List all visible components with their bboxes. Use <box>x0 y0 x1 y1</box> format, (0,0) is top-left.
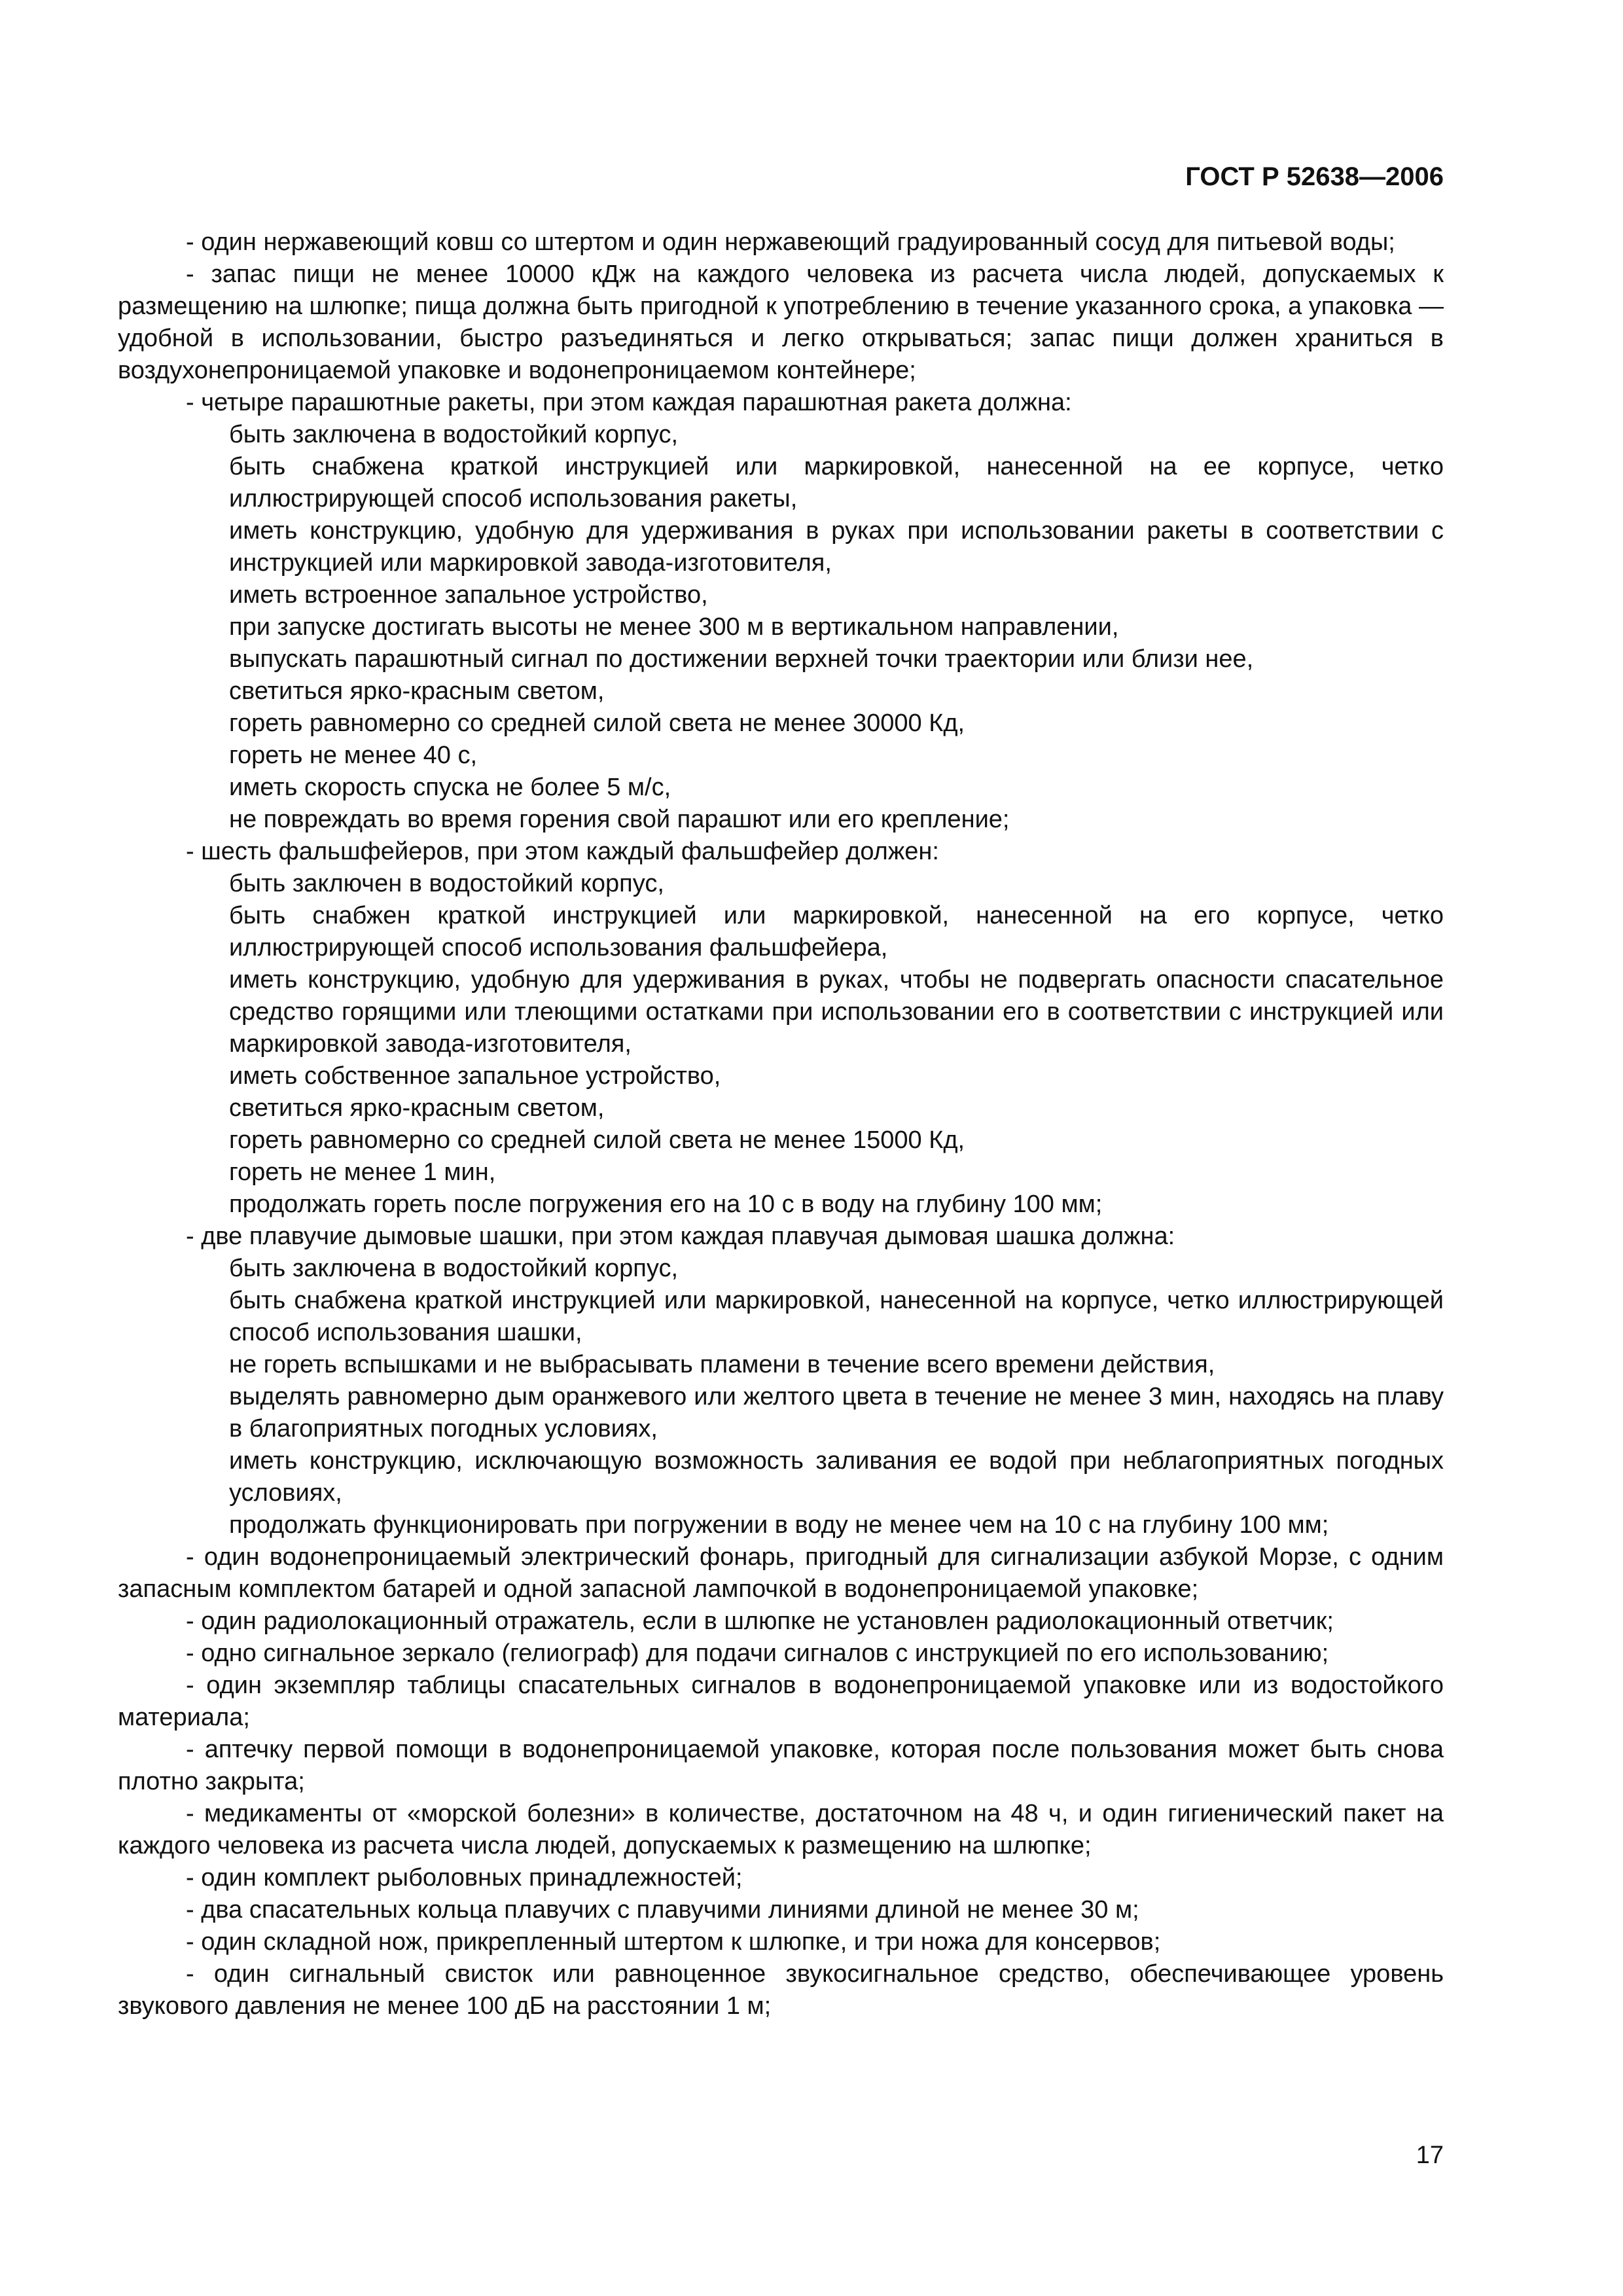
document-body <box>118 226 1444 2022</box>
list-item: - шесть фальшфейеров, при этом каждый фальшфейер должен: <box>186 838 939 865</box>
list-item: - один комплект рыболовных принадлежностей; <box>186 1864 743 1892</box>
sub-list-item: не гореть вспышками и не выбрасывать пламени в течение всего времени действия, <box>229 1351 1215 1378</box>
list-item: - один водонепроницаемый электрический фонарь, пригодный для сигнализации азбукой Морзе, с одним запасным комплектом батарей и одной запасной лампочкой в водонепроницаемой упаковке; <box>118 1543 1444 1603</box>
sub-list-item: гореть не менее 1 мин, <box>229 1158 496 1186</box>
sub-list-item: быть заключен в водостойкий корпус, <box>229 870 664 897</box>
sub-list-item: иметь конструкцию, удобную для удерживания в руках при использовании ракеты в соответствии с инструкцией или маркировкой завода-изготовителя, <box>229 517 1444 577</box>
sub-list-item: выпускать парашютный сигнал по достижении верхней точки траектории или близи нее, <box>229 645 1254 673</box>
sub-list-item: быть снабжен краткой инструкцией или маркировкой, нанесенной на его корпусе, четко иллюстрирующей способ использования фальшфейера, <box>229 902 1444 961</box>
sub-list-item: быть заключена в водостойкий корпус, <box>229 1255 679 1282</box>
sub-list-item: гореть равномерно со средней силой света не менее 15000 Кд, <box>229 1126 965 1154</box>
sub-list-item: быть снабжена краткой инструкцией или маркировкой, нанесенной на корпусе, четко иллюстрирующей способ использования шашки, <box>229 1287 1444 1346</box>
sub-list-item: выделять равномерно дым оранжевого или желтого цвета в течение не менее 3 мин, находясь на плаву в благоприятных погодных условиях, <box>229 1383 1444 1443</box>
list-item: - четыре парашютные ракеты, при этом каждая парашютная ракета должна: <box>186 389 1072 416</box>
list-item: - два спасательных кольца плавучих с плавучими линиями длиной не менее 30 м; <box>186 1896 1139 1924</box>
list-item: - одно сигнальное зеркало (гелиограф) для подачи сигналов с инструкцией по его использованию; <box>186 1640 1329 1667</box>
list-item: - один сигнальный свисток или равноценное звукосигнальное средство, обеспечивающее уровень звукового давления не менее 100 дБ на расстоянии 1 м; <box>118 1960 1444 2020</box>
sub-list-item: быть снабжена краткой инструкцией или маркировкой, нанесенной на ее корпусе, четко иллюстрирующей способ использования ракеты, <box>229 453 1444 512</box>
list-item: - один радиолокационный отражатель, если в шлюпке не установлен радиолокационный ответчик; <box>186 1607 1334 1635</box>
document-code: ГОСТ Р 52638—2006 <box>1185 162 1444 191</box>
sub-list-item: иметь конструкцию, исключающую возможность заливания ее водой при неблагоприятных погодных условиях, <box>229 1447 1444 1507</box>
list-item: - две плавучие дымовые шашки, при этом каждая плавучая дымовая шашка должна: <box>186 1223 1175 1250</box>
list-item: - один экземпляр таблицы спасательных сигналов в водонепроницаемой упаковке или из водостойкого материала; <box>118 1672 1444 1731</box>
list-item: - один нержавеющий ковш со штертом и один нержавеющий градуированный сосуд для питьевой воды; <box>186 228 1395 256</box>
sub-list-item: при запуске достигать высоты не менее 300 м в вертикальном направлении, <box>229 613 1119 641</box>
sub-list-item: не повреждать во время горения свой парашют или его крепление; <box>229 806 1010 833</box>
sub-list-item: гореть равномерно со средней силой света не менее 30000 Кд, <box>229 709 965 737</box>
sub-list-item: иметь скорость спуска не более 5 м/с, <box>229 774 671 801</box>
page-number: 17 <box>1416 2142 1444 2169</box>
list-item: - один складной нож, прикрепленный штертом к шлюпке, и три ножа для консервов; <box>186 1928 1161 1956</box>
sub-list-item: светиться ярко-красным светом, <box>229 1094 605 1122</box>
sub-list-item: гореть не менее 40 с, <box>229 742 478 769</box>
sub-list-item: продолжать функционировать при погружении в воду не менее чем на 10 с на глубину 100 мм; <box>229 1511 1329 1539</box>
sub-list-item: иметь собственное запальное устройство, <box>229 1062 721 1090</box>
sub-list-item: иметь встроенное запальное устройство, <box>229 581 708 609</box>
sub-list-item: быть заключена в водостойкий корпус, <box>229 421 679 448</box>
list-item: - аптечку первой помощи в водонепроницаемой упаковке, которая после пользования может быть снова плотно закрыта; <box>118 1736 1444 1795</box>
list-item: - медикаменты от «морской болезни» в количестве, достаточном на 48 ч, и один гигиенический пакет на каждого человека из расчета числа людей, допускаемых к размещению на шлюпке; <box>118 1800 1444 1859</box>
sub-list-item: светиться ярко-красным светом, <box>229 677 605 705</box>
sub-list-item: продолжать гореть после погружения его на 10 с в воду на глубину 100 мм; <box>229 1191 1103 1218</box>
sub-list-item: иметь конструкцию, удобную для удерживания в руках, чтобы не подвергать опасности спасательное средство горящими или тлеющими остатками при использовании его в соответствии с инструкцией или маркировкой завода-изготовителя, <box>229 966 1444 1058</box>
list-item: - запас пищи не менее 10000 кДж на каждого человека из расчета числа людей, допускаемых к размещению на шлюпке; пища должна быть пригодной к употреблению в течение указанного срока, а упаковка — удобной в использовании, быстро разъединяться и легко открываться; запас пищи должен храниться в воздухонепроницаемой упаковке и водонепроницаемом контейнере; <box>118 260 1444 384</box>
